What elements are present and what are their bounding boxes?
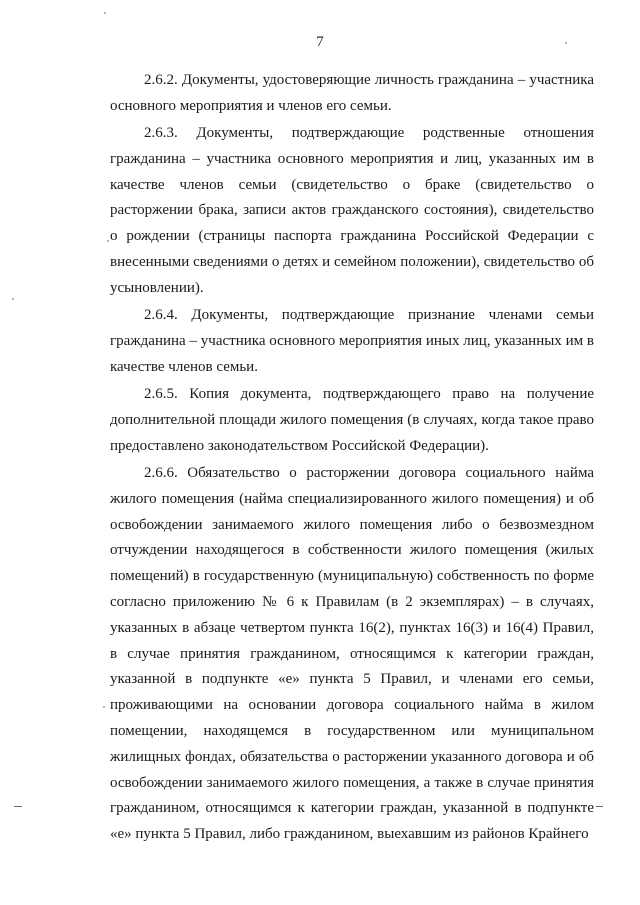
margin-dash-right	[596, 806, 603, 807]
paragraph-2-6-3: 2.6.3. Документы, подтверждающие родственные отношения гражданина – участника основного мероприятия и лиц, указанных им в качестве членов семьи (свидетельство о браке (свидетельство о расторжении брака, записи актов гражданского состояния), свидетельство о рождении (страницы паспорта гражданина Российской Федерации с внесенными сведениями о детях и семейном положении), свидетельство об усыновлении).	[110, 125, 594, 296]
paragraph-2-6-6: 2.6.6. Обязательство о расторжении договора социального найма жилого помещения (найма специализированного жилого помещения) и об освобождении занимаемого жилого помещения либо о безвозмездном отчуждении находящегося в собственности жилого помещения (жилых помещений) в государственную (муниципальную) собственность по форме согласно приложению № 6 к Правилам (в 2 экземплярах) – в случаях, указанных в абзаце четвертом пункта 16(2), пунктах 16(3) и 16(4) Правил, в случае принятия гражданином, относящимся к категории граждан, указанной в подпункте «е» пункта 5 Правил, и членами его семьи, проживающими на основании договора социального найма в жилом помещении, находящемся в государственном или муниципальном жилищных фондах, обязательства о расторжении указанного договора и об освобождении занимаемого жилого помещения, а также в случае принятия гражданином, относящимся к категории граждан, указанной в подпункте «е» пункта 5 Правил, либо гражданином, выехавшим из районов Крайнего	[110, 464, 594, 843]
scan-speck	[104, 12, 106, 14]
scan-speck	[107, 240, 109, 242]
scan-speck	[565, 42, 567, 44]
paragraph-2-6-4: 2.6.4. Документы, подтверждающие признание членами семьи гражданина – участника основного мероприятия иных лиц, указанных им в качестве членов семьи.	[110, 307, 594, 375]
paragraph-2-6-2: 2.6.2. Документы, удостоверяющие личность гражданина – участника основного мероприятия и членов его семьи.	[110, 72, 594, 114]
scan-speck	[103, 706, 105, 708]
scan-speck	[12, 298, 14, 300]
margin-dash-left	[14, 806, 22, 807]
document-body	[110, 68, 594, 849]
paragraph-2-6-5: 2.6.5. Копия документа, подтверждающего право на получение дополнительной площади жилого помещения (в случаях, когда такое право предоставлено законодательством Российской Федерации).	[110, 386, 594, 454]
page-number: 7	[316, 34, 324, 50]
